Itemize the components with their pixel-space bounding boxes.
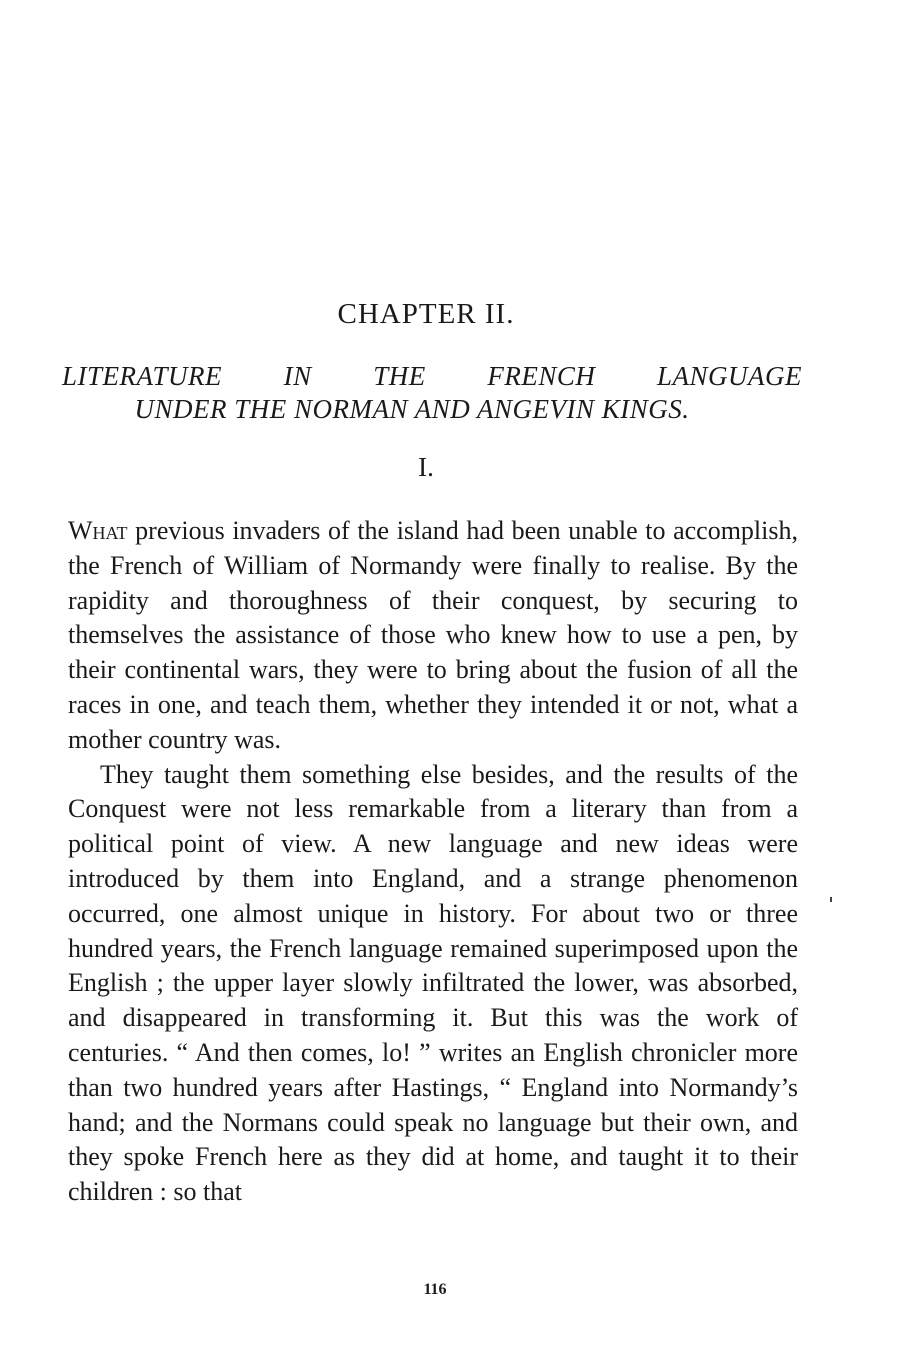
chapter-title bbox=[62, 360, 802, 426]
paragraph-1 bbox=[68, 514, 798, 758]
paragraph-1-text: previous invaders of the island had been unable to accomplish, the French of William of Normandy were finally to realise. By the rapidity and thoroughness of their conquest, by securing to themselves the assistance of those who knew how to use a pen, by their continental wars, they were to bring about the fusion of all the races in one, and teach them, whether they intended it or not, what a mother country was. bbox=[68, 516, 798, 754]
page-number: 116 bbox=[423, 1281, 447, 1298]
chapter-heading: CHAPTER II. bbox=[337, 298, 515, 330]
chapter-title-line-2: UNDER THE NORMAN AND ANGEVIN KINGS. bbox=[134, 394, 690, 424]
page-speck bbox=[830, 897, 832, 902]
section-number: I. bbox=[418, 452, 434, 482]
chapter-title-line-1: LITERATURE IN THE FRENCH LANGUAGE bbox=[62, 361, 802, 391]
body-text bbox=[68, 514, 798, 1210]
paragraph-lead-word: What bbox=[68, 516, 128, 545]
paragraph-2: They taught them something else besides, and the results of the Conquest were not less remarkable from a literary than from a political point of view. A new language and new ideas were introduced by them into England, and a strange phenomenon occurred, one almost unique in history. For about two or three hundred years, the French language remained superimposed upon the English ; the upper layer slowly infiltrated the lower, was absorbed, and disappeared in transforming it. But this was the work of centuries. “ And then comes, lo! ” writes an English chronicler more than two hundred years after Hastings, “ England into Normandy’s hand; and the Normans could speak no language but their own, and they spoke French here as they did at home, and taught it to their children : so that bbox=[68, 759, 798, 1207]
